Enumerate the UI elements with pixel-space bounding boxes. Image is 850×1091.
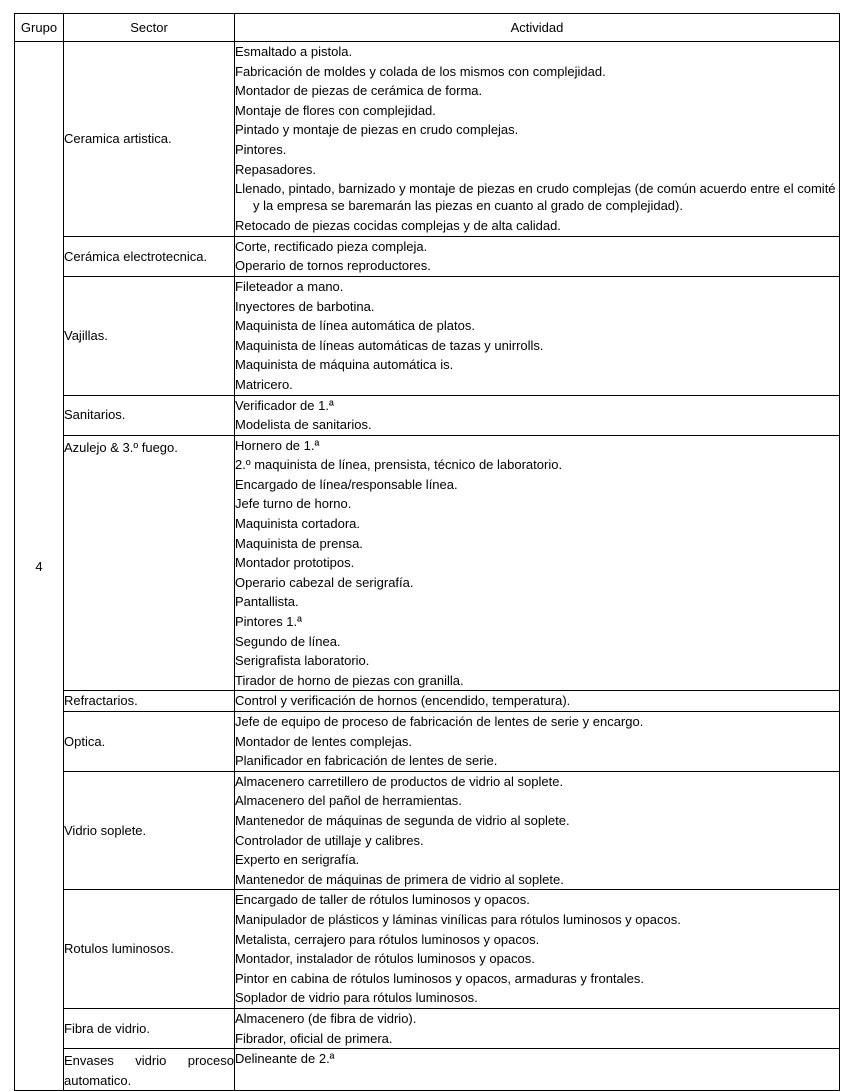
actividad-item: Pintado y montaje de piezas en crudo complejas.: [235, 122, 519, 138]
activities-table: [14, 13, 840, 1091]
actividad-cell: [235, 1049, 840, 1091]
actividad-item: Montador de piezas de cerámica de forma.: [235, 83, 483, 99]
actividad-cell: [235, 691, 840, 712]
actividad-item: Maquinista de línea automática de platos.: [235, 318, 475, 334]
actividad-item: Experto en serigrafía.: [235, 852, 360, 868]
actividad-item: Almacenero (de fibra de vidrio).: [235, 1010, 417, 1026]
actividad-item: Operario cabezal de serigrafía.: [235, 574, 414, 590]
actividad-item: Mantenedor de máquinas de segunda de vidrio al soplete.: [235, 812, 570, 828]
table-row: [15, 435, 840, 691]
actividad-item: Llenado, pintado, barnizado y montaje de piezas en crudo complejas (de común acuerdo entre el comité y la empresa se baremarán las piezas en cuanto al grado de complejidad).: [235, 181, 836, 214]
actividad-item: Modelista de sanitarios.: [235, 417, 372, 433]
actividad-item: Soplador de vidrio para rótulos luminosos.: [235, 990, 478, 1006]
sector-cell: Fibra de vidrio.: [64, 1008, 235, 1048]
table-row: [15, 691, 840, 712]
actividad-item: Encargado de taller de rótulos luminosos y opacos.: [235, 892, 530, 908]
actividad-cell: [235, 712, 840, 772]
actividad-cell: [235, 771, 840, 890]
table-row: [15, 276, 840, 395]
actividad-item: Montador, instalador de rótulos luminosos y opacos.: [235, 951, 535, 967]
actividad-item: Tirador de horno de piezas con granilla.: [235, 672, 464, 688]
table-row: [15, 395, 840, 435]
actividad-item: Esmaltado a pistola.: [235, 44, 353, 59]
actividad-item: Retocado de piezas cocidas complejas y de alta calidad.: [235, 218, 561, 234]
actividad-cell: [235, 435, 840, 691]
actividad-item: 2.º maquinista de línea, prensista, técnico de laboratorio.: [235, 457, 563, 473]
actividad-item: Maquinista de líneas automáticas de tazas y unirrolls.: [235, 337, 544, 353]
actividad-item: Matricero.: [235, 376, 293, 392]
sector-cell: Vidrio soplete.: [64, 771, 235, 890]
actividad-item: Mantenedor de máquinas de primera de vidrio al soplete.: [235, 871, 564, 887]
actividad-item: Delineante de 2.ª: [235, 1051, 335, 1067]
sector-cell: Vajillas.: [64, 276, 235, 395]
actividad-item: Maquinista cortadora.: [235, 516, 361, 532]
actividad-item: Maquinista de máquina automática is.: [235, 357, 454, 373]
header-sector: Sector: [64, 14, 235, 42]
actividad-item: Montador de lentes complejas.: [235, 733, 413, 749]
actividad-cell: [235, 890, 840, 1009]
table-row: [15, 1049, 840, 1091]
actividad-item: Almacenero del pañol de herramientas.: [235, 793, 462, 809]
actividad-cell: [235, 276, 840, 395]
actividad-item: Control y verificación de hornos (encendido, temperatura).: [235, 693, 571, 709]
actividad-item: Montador prototipos.: [235, 555, 355, 571]
actividad-item: Pintores 1.ª: [235, 614, 302, 630]
actividad-item: Pantallista.: [235, 594, 299, 610]
sector-cell: Azulejo & 3.º fuego.: [64, 435, 235, 691]
actividad-item: Inyectores de barbotina.: [235, 298, 375, 314]
actividad-item: Hornero de 1.ª: [235, 437, 320, 453]
actividad-item: Repasadores.: [235, 161, 316, 177]
actividad-item: Montaje de flores con complejidad.: [235, 102, 436, 118]
actividad-item: Encargado de línea/responsable línea.: [235, 476, 458, 492]
actividad-item: Operario de tornos reproductores.: [235, 258, 431, 274]
actividad-item: Jefe de equipo de proceso de fabricación de lentes de serie y encargo.: [235, 714, 644, 729]
actividad-item: Manipulador de plásticos y láminas vinílicas para rótulos luminosos y opacos.: [235, 911, 681, 927]
actividad-cell: [235, 1008, 840, 1048]
grupo-cell: 4: [15, 42, 64, 1091]
table-row: [15, 712, 840, 772]
sector-cell: Cerámica electrotecnica.: [64, 236, 235, 276]
actividad-item: Pintor en cabina de rótulos luminosos y opacos, armaduras y frontales.: [235, 970, 644, 986]
actividad-item: Maquinista de prensa.: [235, 535, 363, 551]
header-row: [15, 14, 840, 42]
actividad-item: Serigrafista laboratorio.: [235, 653, 370, 669]
actividad-item: Fileteador a mano.: [235, 278, 344, 294]
actividad-item: Verificador de 1.ª: [235, 397, 334, 413]
actividad-item: Controlador de utillaje y calibres.: [235, 832, 424, 848]
actividad-item: Fabricación de moldes y colada de los mismos con complejidad.: [235, 63, 606, 79]
actividad-cell: [235, 395, 840, 435]
sector-cell: Ceramica artistica.: [64, 42, 235, 237]
actividad-cell: [235, 236, 840, 276]
sector-cell: Envases vidrio proceso automatico.: [64, 1049, 235, 1091]
actividad-item: Segundo de línea.: [235, 633, 341, 649]
actividad-item: Pintores.: [235, 141, 287, 157]
header-grupo: Grupo: [15, 14, 64, 42]
sector-cell: Refractarios.: [64, 691, 235, 712]
actividad-cell: [235, 42, 840, 237]
table-row: [15, 890, 840, 1009]
actividad-item: Planificador en fabricación de lentes de serie.: [235, 753, 498, 769]
table-row: [15, 236, 840, 276]
sector-cell: Optica.: [64, 712, 235, 772]
actividad-item: Corte, rectificado pieza compleja.: [235, 238, 428, 254]
sector-cell: Sanitarios.: [64, 395, 235, 435]
sector-cell: Rotulos luminosos.: [64, 890, 235, 1009]
table-row: [15, 42, 840, 237]
table-row: [15, 1008, 840, 1048]
actividad-item: Jefe turno de horno.: [235, 496, 352, 512]
actividad-item: Fibrador, oficial de primera.: [235, 1030, 393, 1046]
table-row: [15, 771, 840, 890]
actividad-item: Metalista, cerrajero para rótulos luminosos y opacos.: [235, 931, 540, 947]
actividad-item: Almacenero carretillero de productos de vidrio al soplete.: [235, 773, 564, 789]
header-actividad: Actividad: [235, 14, 840, 42]
